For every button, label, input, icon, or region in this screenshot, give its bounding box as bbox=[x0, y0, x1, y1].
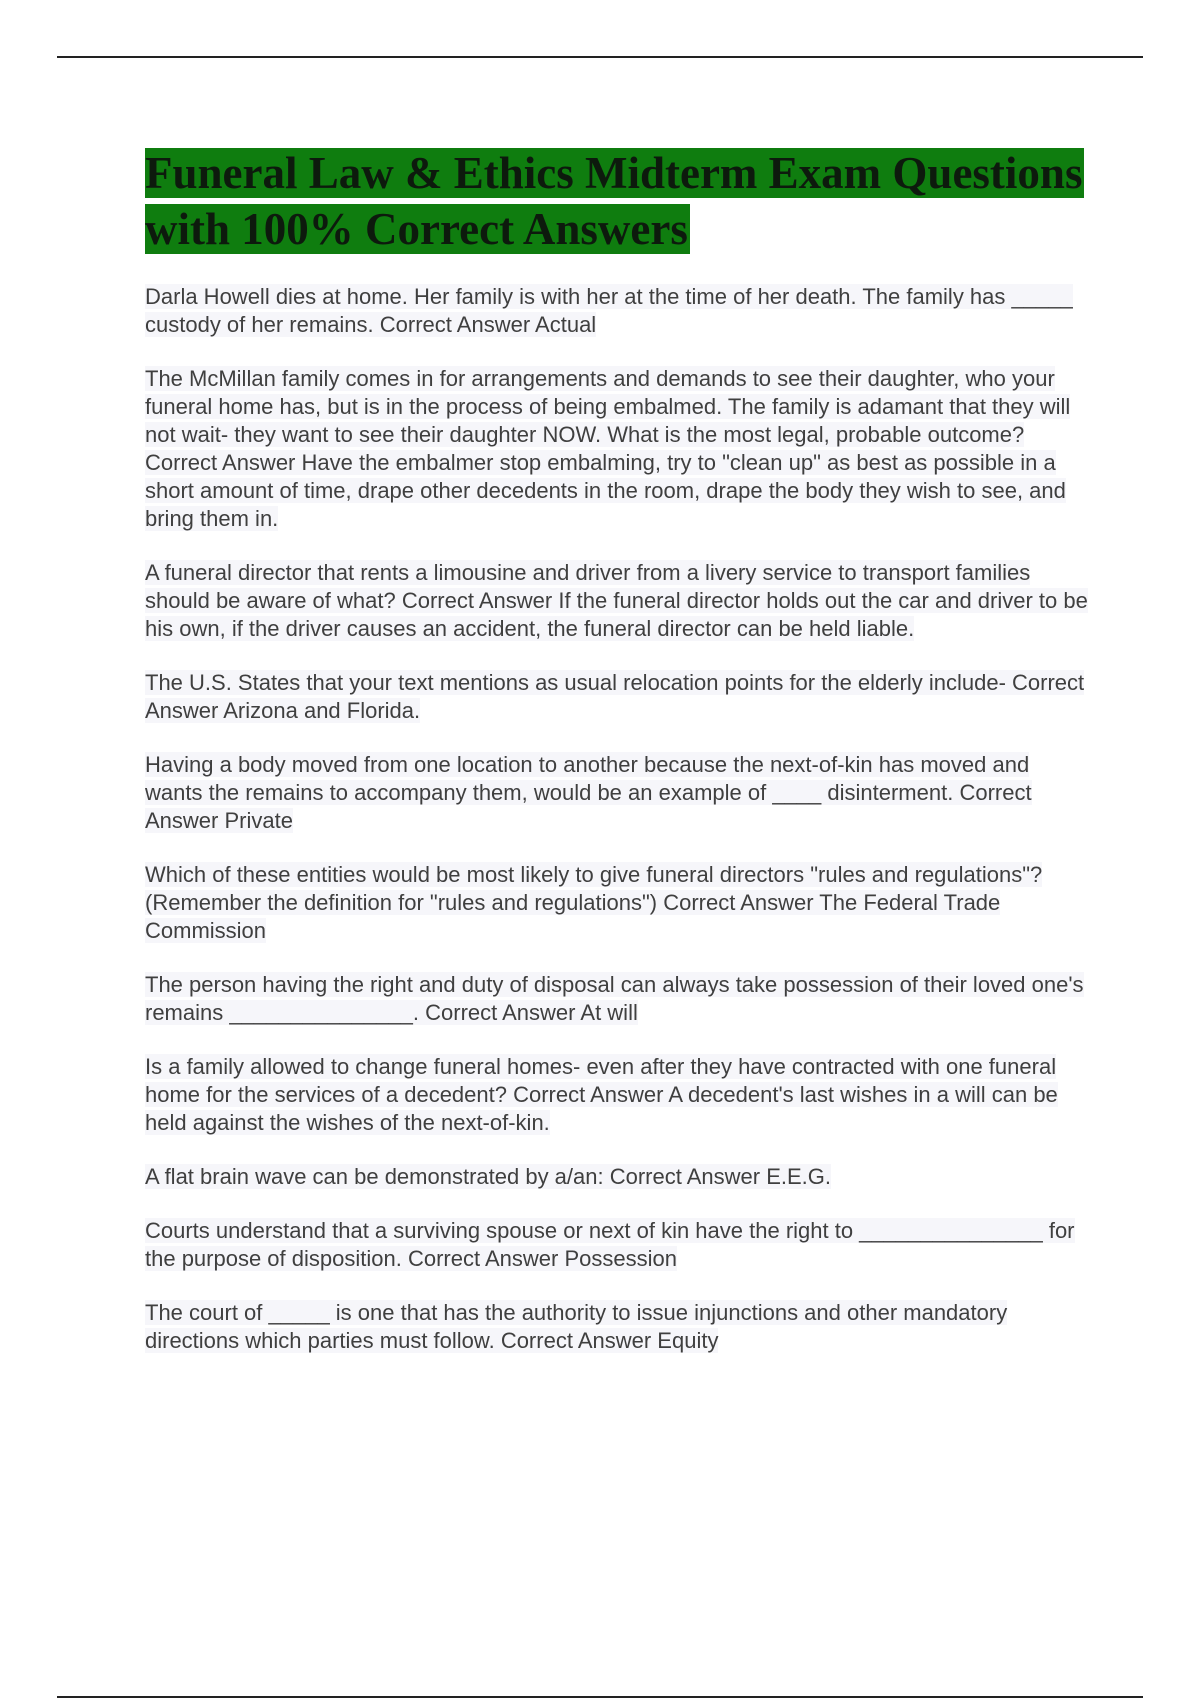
question-item bbox=[145, 365, 1090, 533]
question-text: Is a family allowed to change funeral homes- even after they have contracted with one funeral home for the services of a decedent? Correct Answer A decedent's last wishes in a will can be held against the wishes of the next-of-kin. bbox=[145, 1054, 1058, 1135]
question-item bbox=[145, 1053, 1090, 1137]
header-rule bbox=[57, 56, 1143, 58]
question-text: The McMillan family comes in for arrangements and demands to see their daughter, who your funeral home has, but is in the process of being embalmed. The family is adamant that they will not wait- they want to see their daughter NOW. What is the most legal, probable outcome? Correct Answer Have the embalmer stop embalming, try to "clean up" as best as possible in a short amount of time, drape other decedents in the room, drape the body they wish to see, and bring them in. bbox=[145, 366, 1071, 531]
question-item bbox=[145, 1299, 1090, 1355]
question-text: The court of _____ is one that has the authority to issue injunctions and other mandatory directions which parties must follow. Correct Answer Equity bbox=[145, 1300, 1008, 1353]
question-text: Having a body moved from one location to another because the next-of-kin has moved and wants the remains to accompany them, would be an example of ____ disinterment. Correct Answer Private bbox=[145, 752, 1032, 833]
question-item bbox=[145, 283, 1090, 339]
question-item bbox=[145, 751, 1090, 835]
document-body bbox=[145, 145, 1090, 1381]
footer-rule bbox=[57, 1696, 1143, 1698]
question-item bbox=[145, 559, 1090, 643]
question-text: The person having the right and duty of disposal can always take possession of their loved one's remains _______________. Correct Answer At will bbox=[145, 972, 1084, 1025]
question-item bbox=[145, 1217, 1090, 1273]
question-text: Darla Howell dies at home. Her family is with her at the time of her death. The family has _____ custody of her remains. Correct Answer Actual bbox=[145, 284, 1073, 337]
question-item bbox=[145, 669, 1090, 725]
question-text: A funeral director that rents a limousine and driver from a livery service to transport families should be aware of what? Correct Answer If the funeral director holds out the car and driver to be his own, if the driver causes an accident, the funeral director can be held liable. bbox=[145, 560, 1088, 641]
question-item bbox=[145, 1163, 1090, 1191]
question-item bbox=[145, 861, 1090, 945]
document-title bbox=[145, 145, 1090, 257]
question-text: A flat brain wave can be demonstrated by a/an: Correct Answer E.E.G. bbox=[145, 1164, 832, 1189]
question-item bbox=[145, 971, 1090, 1027]
question-text: Courts understand that a surviving spouse or next of kin have the right to _______________ for the purpose of disposition. Correct Answer Possession bbox=[145, 1218, 1075, 1271]
question-list bbox=[145, 283, 1090, 1355]
question-text: Which of these entities would be most likely to give funeral directors "rules and regulations"? (Remember the definition for "rules and regulations") Correct Answer The Federal Trade Commission bbox=[145, 862, 1043, 943]
title-highlight: Funeral Law & Ethics Midterm Exam Questions with 100% Correct Answers bbox=[145, 148, 1083, 254]
question-text: The U.S. States that your text mentions as usual relocation points for the elderly include- Correct Answer Arizona and Florida. bbox=[145, 670, 1085, 723]
